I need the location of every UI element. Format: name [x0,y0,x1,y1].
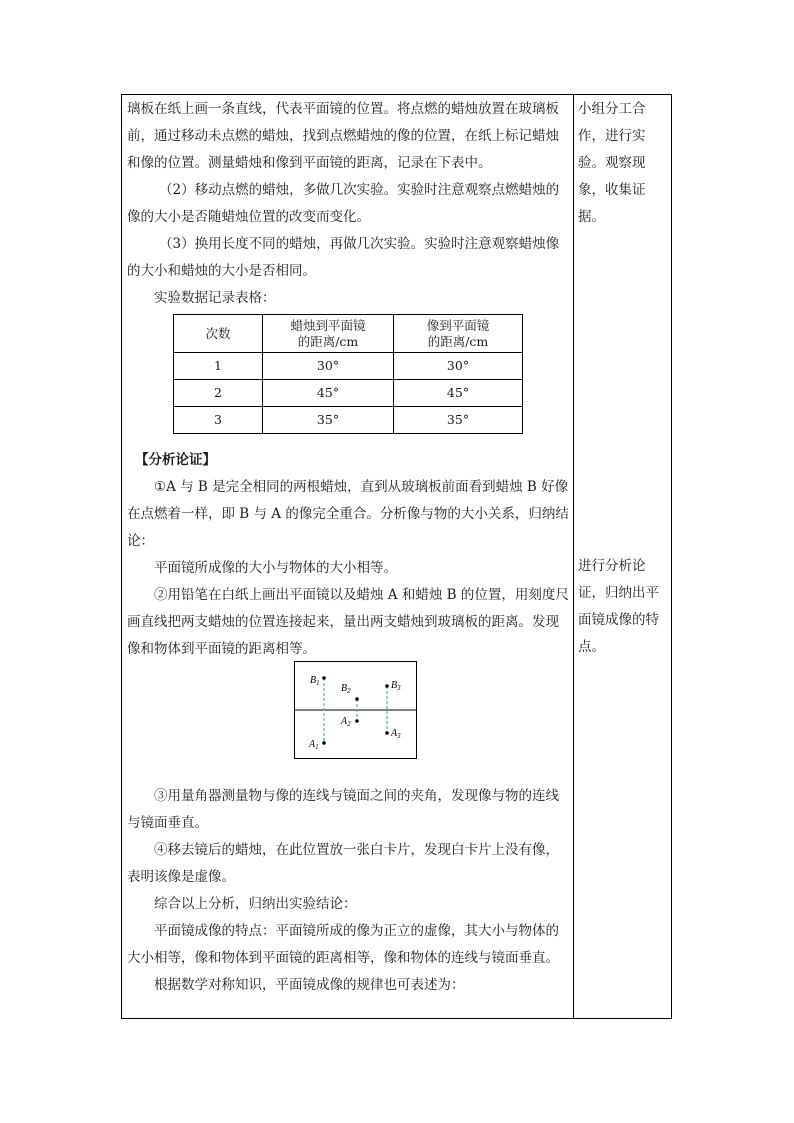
label-a1: $A_1$ [309,739,319,751]
side-column [578,96,672,231]
table-cell: 35° [263,407,394,434]
header-cell-image-distance: 像到平面镜 的距离/cm [394,315,523,353]
paragraph-procedure-3: （3）换用长度不同的蜡烛，再做几次实验。实验时注意观察蜡烛像的大小和蜡烛的大小是否相同。 [127,236,560,279]
mirror-figure [294,661,417,759]
paragraph-procedure-1: 璃板在纸上画一条直线，代表平面镜的位置。将点燃的蜡烛放置在玻璃板前，通过移动未点燃的蜡烛，找到点燃蜡烛的像的位置，在纸上标记蜡烛和像的位置。测量蜡烛和像到平面镜的距离，记录在下表中。 [127,101,559,171]
data-record-table [173,314,523,434]
label-b3: $B_3$ [391,680,401,692]
point-b3 [385,684,389,688]
mirror-diagram [295,662,416,758]
paragraph-analysis-4: ④移去镜后的蜡烛，在此位置放一张白卡片，发现白卡片上没有像，表明该像是虚像。 [127,842,559,885]
side-column-lower [578,553,672,661]
table-cell: 30° [394,353,523,380]
table-row [174,407,523,434]
column-divider [573,94,574,1019]
label-b2: $B_2$ [341,683,351,695]
side-note-experiment: 小组分工合作，进行实验。观察现象，收集证据。 [578,101,646,225]
point-a1 [322,741,326,745]
label-a2: $A_2$ [341,716,351,728]
side-note-analysis: 进行分析论证，归纳出平面镜成像的特点。 [578,558,659,655]
table-cell: 3 [174,407,263,434]
header-cell-count: 次数 [174,315,263,353]
section-heading-analysis: 【分析论证】 [135,452,216,468]
main-column [127,96,569,999]
table-row [174,380,523,407]
paragraph-analysis-2: ②用铅笔在白纸上画出平面镜以及蜡烛 A 和蜡烛 B 的位置，用刻度尺画直线把两支蜡烛的位置连接起来，量出两支蜡烛到玻璃板的距离。发现像和物体到平面镜的距离相等。 [127,587,569,657]
paragraph-procedure-2: （2）移动点燃的蜡烛，多做几次实验。实验时注意观察点燃蜡烛的像的大小是否随蜡烛位置的改变而变化。 [127,182,560,225]
table-caption: 实验数据记录表格： [154,290,276,306]
point-b1 [322,676,326,680]
table-header-row [174,315,523,353]
table-cell: 45° [394,380,523,407]
paragraph-analysis-1: ①A 与 B 是完全相同的两根蜡烛，直到从玻璃板前面看到蜡烛 B 好像在点燃着一样，即 B 与 A 的像完全重合。分析像与物的大小关系，归纳结论： [127,479,569,549]
table-cell: 30° [263,353,394,380]
label-a3: $A_3$ [391,728,401,740]
table-cell: 2 [174,380,263,407]
paragraph-conclusion: 平面镜成像的特点：平面镜所成的像为正立的虚像，其大小与物体的大小相等，像和物体到平面镜的距离相等，像和物体的连线与镜面垂直。 [127,923,559,966]
table-cell: 35° [394,407,523,434]
table-cell: 1 [174,353,263,380]
point-a3 [385,731,389,735]
paragraph-analysis-3: ③用量角器测量物与像的连线与镜面之间的夹角，发现像与物的连线与镜面垂直。 [127,788,559,831]
table-row [174,353,523,380]
table-cell: 45° [263,380,394,407]
paragraph-summary-intro: 综合以上分析，归纳出实验结论： [154,896,357,912]
header-cell-candle-distance: 蜡烛到平面镜 的距离/cm [263,315,394,353]
label-b1: $B_1$ [310,675,320,687]
paragraph-symmetry: 根据数学对称知识，平面镜成像的规律也可表述为： [154,977,465,993]
paragraph-conclusion-size: 平面镜所成像的大小与物体的大小相等。 [154,560,397,576]
point-a2 [355,719,359,723]
point-b2 [355,697,359,701]
